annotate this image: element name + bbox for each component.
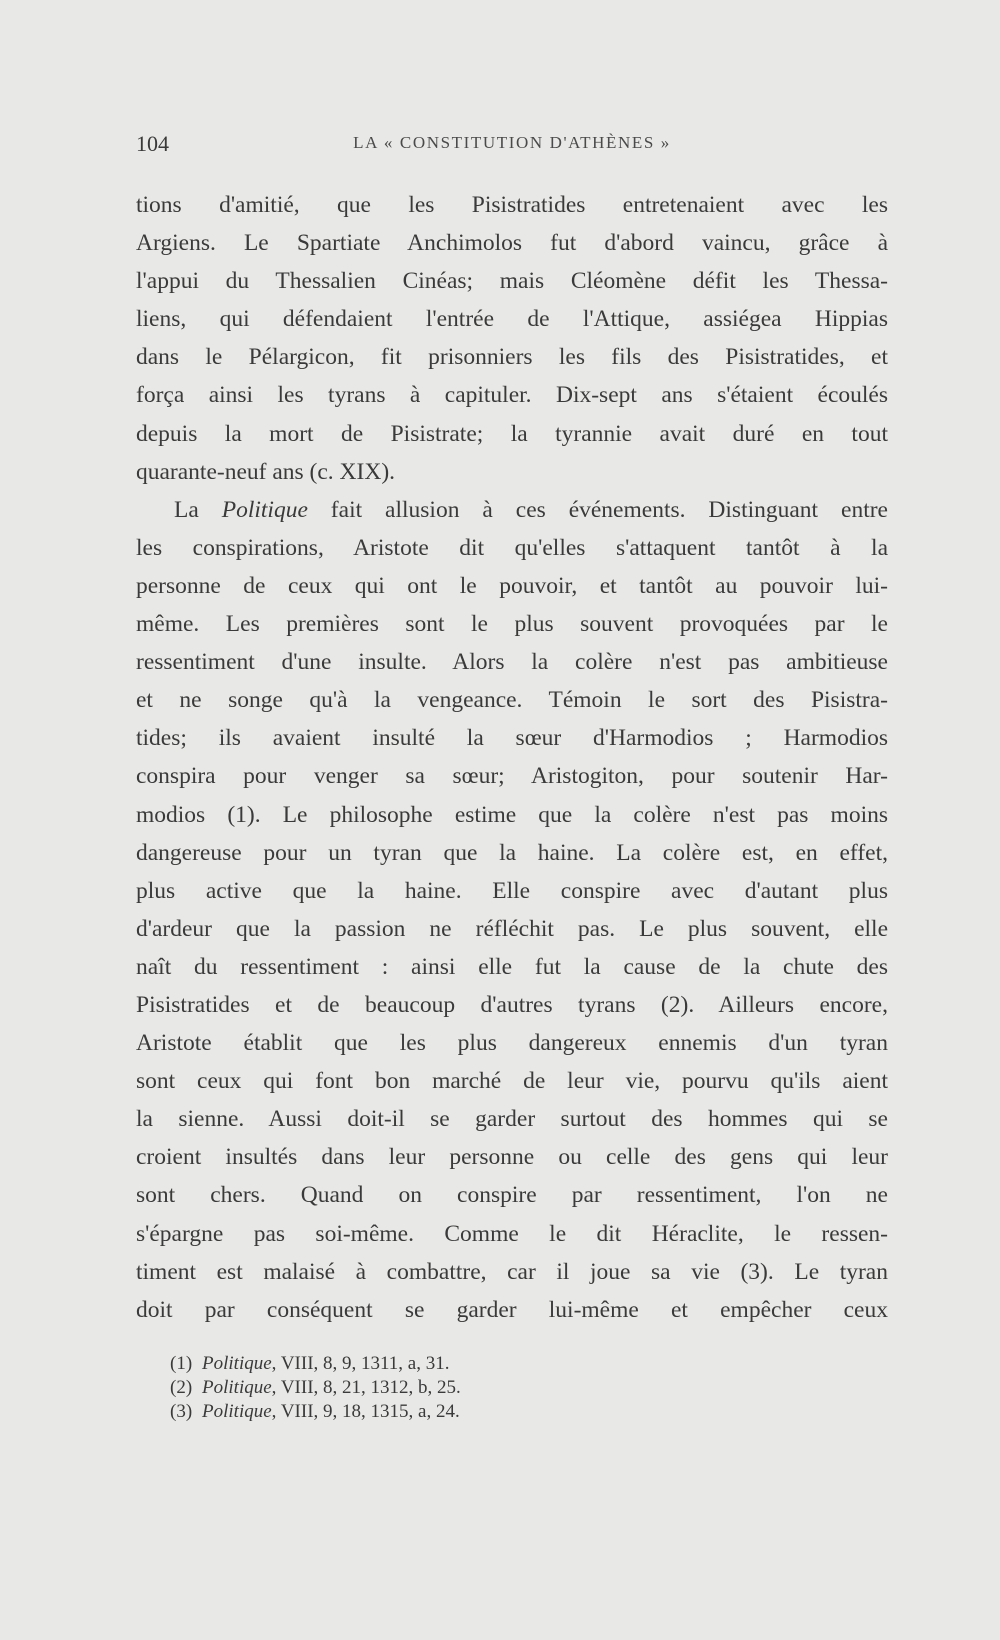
text-line: l'appui du Thessalien Cinéas; mais Cléomène défit les Thessa- <box>136 268 888 295</box>
text-line: tides; ils avaient insulté la sœur d'Harmodios ; Harmodios <box>136 725 888 752</box>
text-line: et ne songe qu'à la vengeance. Témoin le sort des Pisistra- <box>136 687 888 714</box>
footnote-reference: , VIII, 8, 9, 1311, a, 31. <box>271 1353 450 1374</box>
text-line: dans le Pélargicon, fit prisonniers les fils des Pisistratides, et <box>136 344 888 371</box>
text-line: croient insultés dans leur personne ou celle des gens qui leur <box>136 1144 888 1171</box>
paragraph-first-line <box>136 491 888 529</box>
footnote <box>170 1400 670 1424</box>
body-text <box>136 186 888 1329</box>
footnotes <box>170 1352 670 1424</box>
text-line: plus active que la haine. Elle conspire avec d'autant plus <box>136 877 888 904</box>
text-segment: La <box>174 496 222 523</box>
text-line: dangereuse pour un tyran que la haine. La colère est, en effet, <box>136 839 888 866</box>
text-line: la sienne. Aussi doit-il se garder surtout des hommes qui se <box>136 1106 888 1133</box>
text-line: força ainsi les tyrans à capituler. Dix-sept ans s'étaient écoulés <box>136 382 888 409</box>
italic-title: Politique <box>221 496 308 523</box>
text-line: sont chers. Quand on conspire par ressentiment, l'on ne <box>136 1182 888 1209</box>
footnote <box>170 1376 670 1400</box>
text-line: naît du ressentiment : ainsi elle fut la cause de la chute des <box>136 953 888 980</box>
text-line: liens, qui défendaient l'entrée de l'Attique, assiégea Hippias <box>136 306 888 333</box>
footnote-number: (1) <box>170 1353 193 1374</box>
text-line: doit par conséquent se garder lui-même et empêcher ceux <box>136 1296 888 1323</box>
text-line: modios (1). Le philosophe estime que la colère n'est pas moins <box>136 801 888 828</box>
footnote-number: (2) <box>170 1377 193 1398</box>
text-line: même. Les premières sont le plus souvent provoquées par le <box>136 611 888 638</box>
page-number: 104 <box>136 131 169 156</box>
running-title: LA « CONSTITUTION D'ATHÈNES » <box>353 133 671 152</box>
text-line: s'épargne pas soi-même. Comme le dit Héraclite, le ressen- <box>136 1220 888 1247</box>
text-segment: fait allusion à ces événements. Distinguant entre <box>307 496 888 523</box>
text-line: Aristote établit que les plus dangereux ennemis d'un tyran <box>136 1030 888 1057</box>
footnote <box>170 1352 670 1376</box>
text-line: les conspirations, Aristote dit qu'elles s'attaquent tantôt à la <box>136 534 888 561</box>
text-line: timent est malaisé à combattre, car il joue sa vie (3). Le tyran <box>136 1258 888 1285</box>
footnote-reference: , VIII, 8, 21, 1312, b, 25. <box>271 1377 461 1398</box>
footnote-reference: , VIII, 9, 18, 1315, a, 24. <box>271 1401 460 1422</box>
text-line: depuis la mort de Pisistrate; la tyrannie avait duré en tout <box>136 420 888 447</box>
footnote-number: (3) <box>170 1401 193 1422</box>
text-line: quarante-neuf ans (c. XIX). <box>136 458 396 485</box>
text-line: Pisistratides et de beaucoup d'autres tyrans (2). Ailleurs encore, <box>136 991 888 1018</box>
text-line: ressentiment d'une insulte. Alors la colère n'est pas ambitieuse <box>136 649 888 676</box>
footnote-title: Politique <box>202 1401 272 1422</box>
footnote-title: Politique <box>202 1377 272 1398</box>
footnote-title: Politique <box>202 1353 272 1374</box>
text-line: Argiens. Le Spartiate Anchimolos fut d'abord vaincu, grâce à <box>136 230 888 257</box>
text-line: tions d'amitié, que les Pisistratides entretenaient avec les <box>136 192 888 218</box>
text-line: sont ceux qui font bon marché de leur vie, pourvu qu'ils aient <box>136 1068 888 1095</box>
text-line: conspira pour venger sa sœur; Aristogiton, pour soutenir Har- <box>136 763 888 790</box>
text-line: d'ardeur que la passion ne réfléchit pas. Le plus souvent, elle <box>136 915 888 942</box>
text-line: personne de ceux qui ont le pouvoir, et tantôt au pouvoir lui- <box>136 572 888 599</box>
page-header <box>136 131 888 161</box>
